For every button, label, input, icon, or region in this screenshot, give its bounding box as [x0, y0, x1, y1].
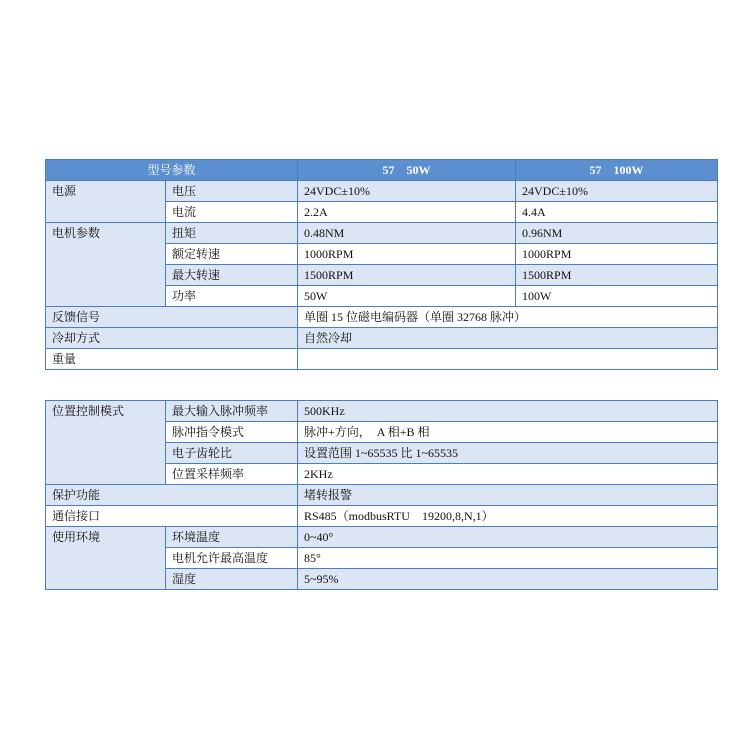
- value-cell: 85°: [298, 548, 718, 569]
- param-label: 电机允许最高温度: [166, 548, 298, 569]
- param-label: 最大转速: [166, 265, 298, 286]
- group-name-environment: 使用环境: [46, 527, 166, 590]
- value-cell: 100W: [516, 286, 718, 307]
- table-row: [46, 349, 718, 370]
- value-cell: 2.2A: [298, 202, 516, 223]
- value-cell: 自然冷却: [298, 328, 718, 349]
- table-row: [46, 181, 718, 202]
- spec-header-model-b: 57 100W: [516, 160, 718, 181]
- table-row: [46, 307, 718, 328]
- value-cell: 4.4A: [516, 202, 718, 223]
- table-row: [46, 328, 718, 349]
- group-name-motor: 电机参数: [46, 223, 166, 307]
- param-label: 脉冲指令模式: [166, 422, 298, 443]
- row-label-weight: 重量: [46, 349, 298, 370]
- param-label: 电压: [166, 181, 298, 202]
- value-cell: 脉冲+方向， A 相+B 相: [298, 422, 718, 443]
- value-cell: 0~40°: [298, 527, 718, 548]
- value-cell: 1500RPM: [516, 265, 718, 286]
- table-row: [46, 527, 718, 548]
- value-cell: RS485（modbusRTU 19200,8,N,1）: [298, 506, 718, 527]
- value-cell: 1000RPM: [516, 244, 718, 265]
- spec-header-row: [46, 160, 718, 181]
- table-row: [46, 506, 718, 527]
- value-cell: 24VDC±10%: [516, 181, 718, 202]
- value-cell: 0.48NM: [298, 223, 516, 244]
- control-table: [45, 400, 718, 590]
- param-label: 额定转速: [166, 244, 298, 265]
- value-cell: 0.96NM: [516, 223, 718, 244]
- row-label-cooling: 冷却方式: [46, 328, 298, 349]
- value-cell: [298, 349, 718, 370]
- value-cell: 1000RPM: [298, 244, 516, 265]
- spec-header-label: 型号参数: [46, 160, 298, 181]
- param-label: 最大输入脉冲频率: [166, 401, 298, 422]
- value-cell: 堵转报警: [298, 485, 718, 506]
- value-cell: 2KHz: [298, 464, 718, 485]
- value-cell: 1500RPM: [298, 265, 516, 286]
- table-row: [46, 223, 718, 244]
- value-cell: 5~95%: [298, 569, 718, 590]
- value-cell: 设置范围 1~65535 比 1~65535: [298, 443, 718, 464]
- param-label: 湿度: [166, 569, 298, 590]
- row-label-protection: 保护功能: [46, 485, 298, 506]
- param-label: 功率: [166, 286, 298, 307]
- spec-table: [45, 159, 718, 370]
- value-cell: 24VDC±10%: [298, 181, 516, 202]
- row-label-comm: 通信接口: [46, 506, 298, 527]
- param-label: 扭矩: [166, 223, 298, 244]
- table-row: [46, 485, 718, 506]
- group-name-power: 电源: [46, 181, 166, 223]
- param-label: 电流: [166, 202, 298, 223]
- value-cell: 单圈 15 位磁电编码器（单圈 32768 脉冲）: [298, 307, 718, 328]
- value-cell: 50W: [298, 286, 516, 307]
- value-cell: 500KHz: [298, 401, 718, 422]
- group-name-position-mode: 位置控制模式: [46, 401, 166, 485]
- param-label: 电子齿轮比: [166, 443, 298, 464]
- spec-header-model-a: 57 50W: [298, 160, 516, 181]
- param-label: 环境温度: [166, 527, 298, 548]
- param-label: 位置采样频率: [166, 464, 298, 485]
- table-row: [46, 401, 718, 422]
- row-label-feedback: 反馈信号: [46, 307, 298, 328]
